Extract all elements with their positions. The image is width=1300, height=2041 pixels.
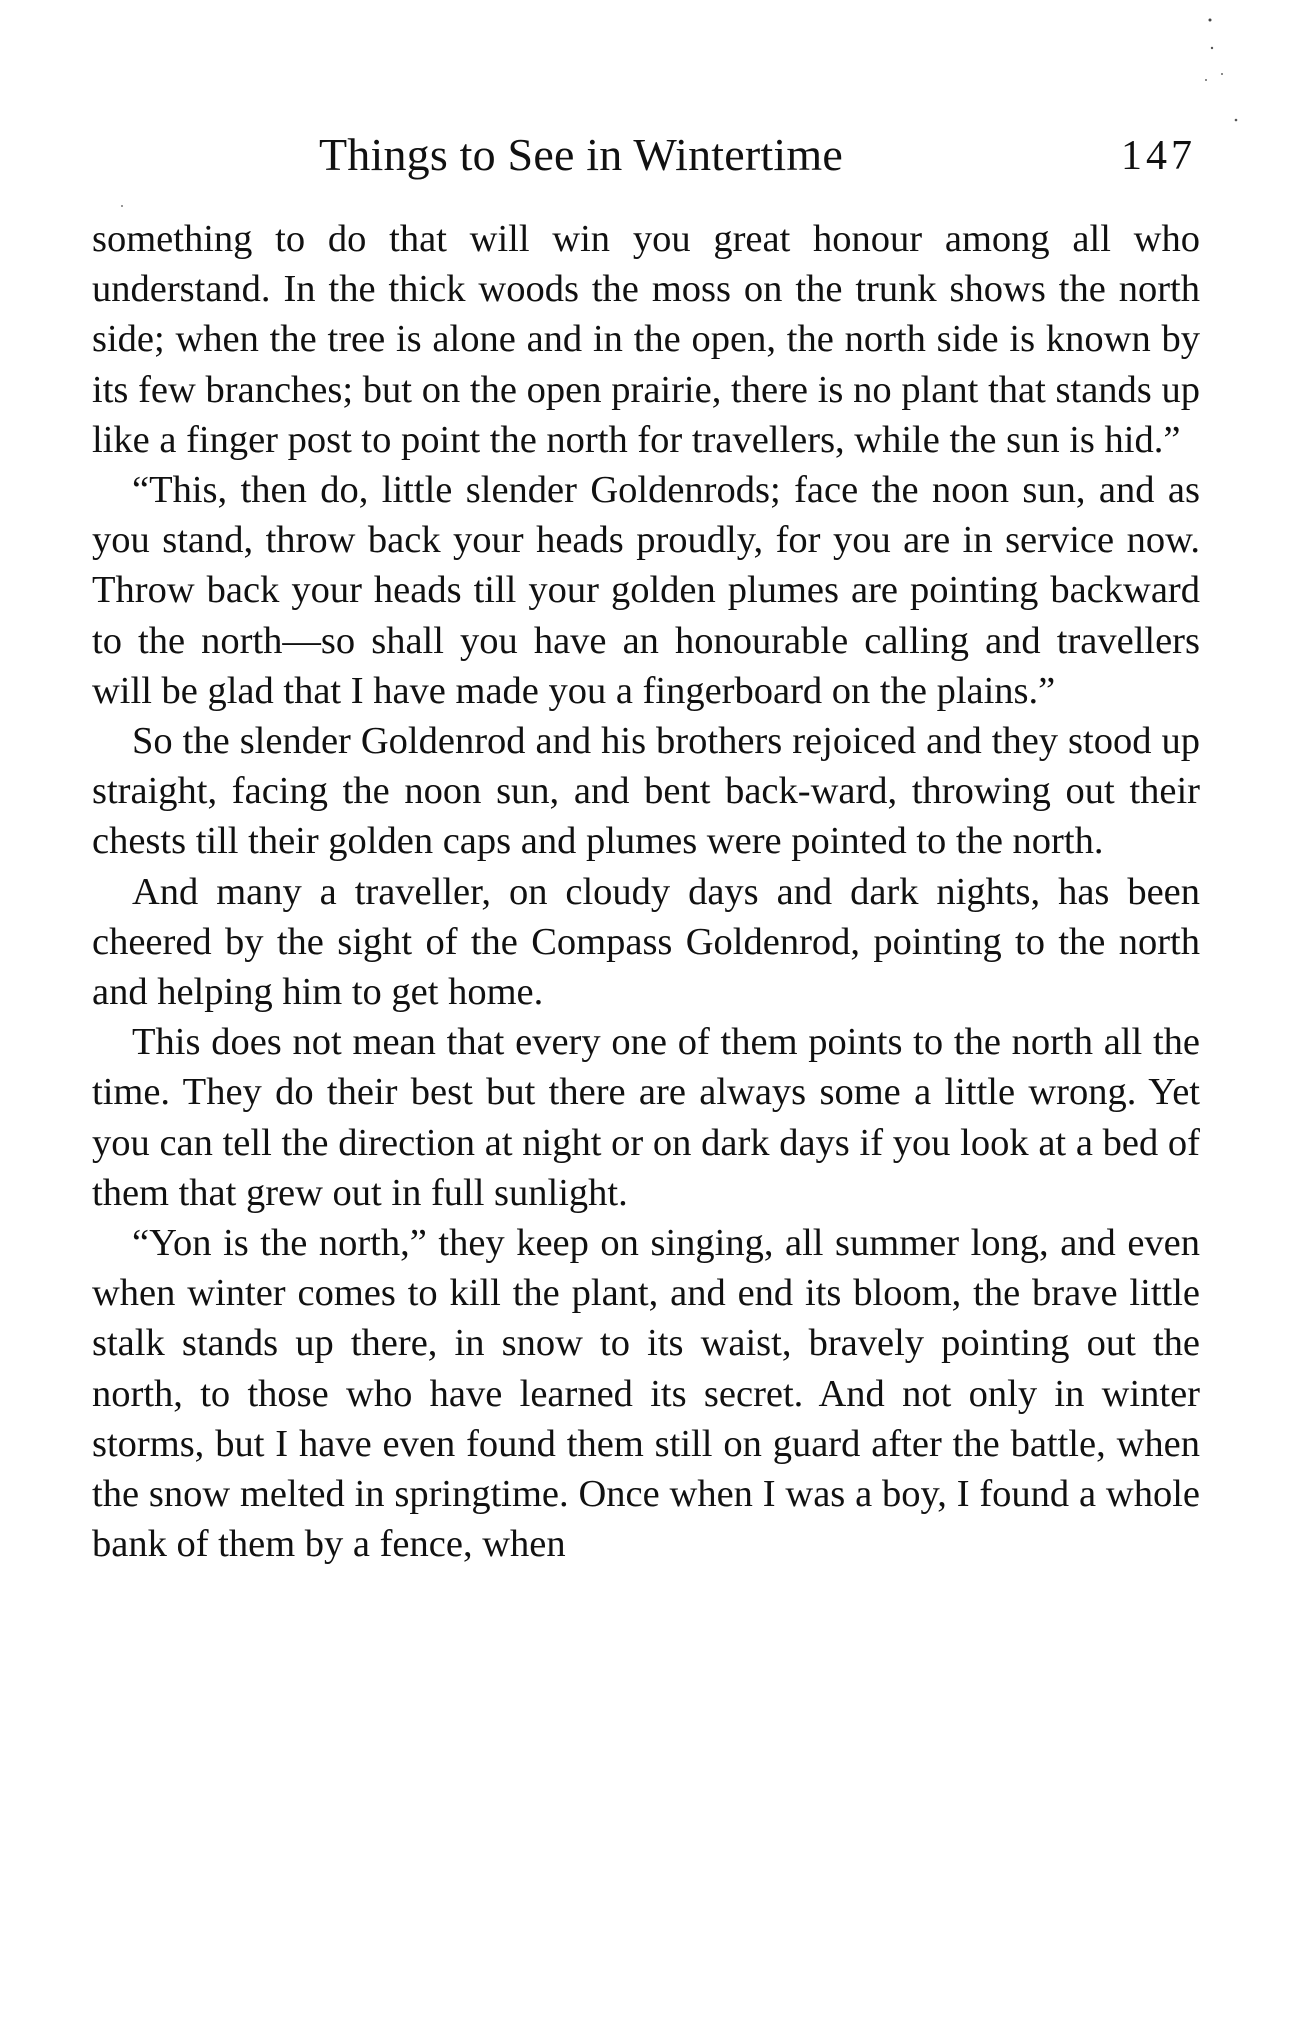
paragraph: So the slender Goldenrod and his brothers rejoiced and they stood up straight, facing the noon sun, and bent back-ward, throwing out their chests till their golden caps and plumes were pointed to the north. bbox=[92, 720, 1200, 863]
dust-speck bbox=[1221, 73, 1223, 75]
dust-speck bbox=[1209, 19, 1212, 22]
dust-speck bbox=[1205, 79, 1207, 81]
dust-speck bbox=[121, 205, 123, 207]
paragraph: This does not mean that every one of them points to the north all the time. They do their best but there are always some a little wrong. Yet you can tell the direction at night or on dark days if you look at a bed of them that grew out in full sunlight. bbox=[92, 1021, 1200, 1214]
paragraph: “Yon is the north,” they keep on singing, all summer long, and even when winter comes to kill the plant, and end its bloom, the brave little stalk stands up there, in snow to its waist, bravely pointing out the north, to those who have learned its secret. And not only in winter storms, but I have even found them still on guard after the battle, when the snow melted in springtime. Once when I was a boy, I found a whole bank of them by a fence, when bbox=[92, 1222, 1200, 1566]
paragraph-continued: something to do that will win you great honour among all who understand. In the thick woods the moss on the trunk shows the north side; when the tree is alone and in the open, the north side is known by its few branches; but on the open prairie, there is no plant that stands up like a finger post to point the north for travellers, while the sun is hid.” bbox=[92, 218, 1200, 461]
paragraph: “This, then do, little slender Goldenrods; face the noon sun, and as you stand, throw back your heads proudly, for you are in service now. Throw back your heads till your golden plumes are pointing backward to the north—so shall you have an honourable calling and travellers will be glad that I have made you a fingerboard on the plains.” bbox=[92, 469, 1200, 712]
running-title: Things to See in Wintertime bbox=[319, 129, 843, 180]
body-text bbox=[92, 214, 1200, 1569]
dust-speck bbox=[1211, 47, 1213, 49]
page-number: 147 bbox=[1121, 133, 1196, 179]
running-head bbox=[92, 128, 1200, 188]
dust-speck bbox=[1235, 119, 1238, 122]
paragraph: And many a traveller, on cloudy days and dark nights, has been cheered by the sight of the Compass Goldenrod, pointing to the north and helping him to get home. bbox=[92, 870, 1200, 1014]
